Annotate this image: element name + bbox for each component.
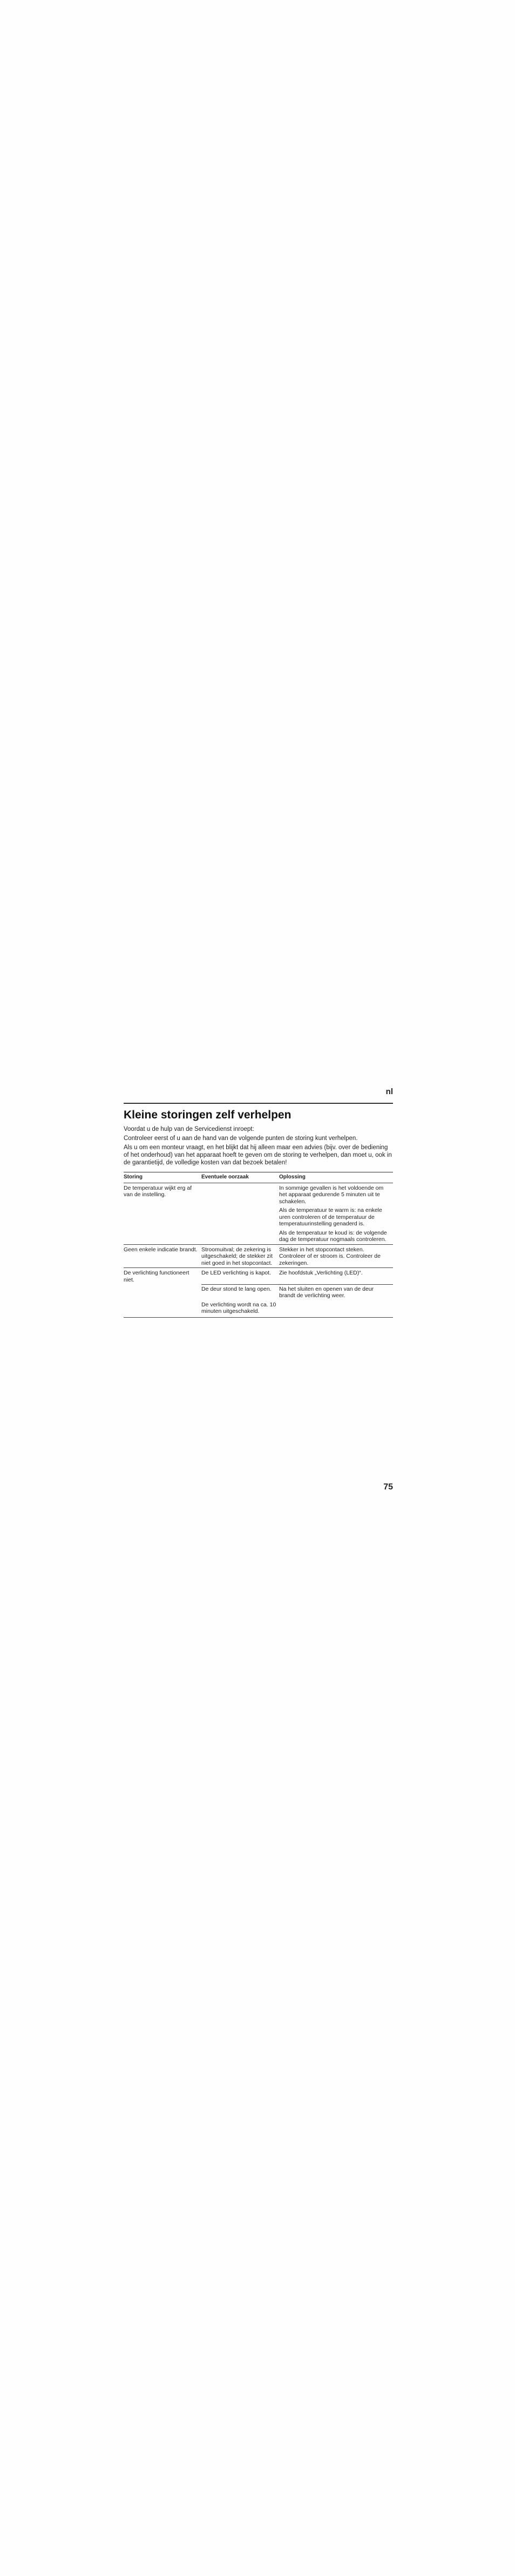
table-row bbox=[124, 1268, 393, 1285]
solution-cell bbox=[279, 1268, 393, 1285]
fault-cell: De verlichting functioneert niet. bbox=[124, 1268, 201, 1285]
cause-cell: De LED verlichting is kapot. bbox=[201, 1268, 279, 1285]
fault-cell: De temperatuur wijkt erg af van de instelling. bbox=[124, 1183, 201, 1244]
solution-cell bbox=[279, 1284, 393, 1300]
solution-cell bbox=[279, 1183, 393, 1244]
solution-text: Stekker in het stopcontact steken. Controleer of er stroom is. Controleer de zekeringen. bbox=[279, 1246, 381, 1266]
table-header-row bbox=[124, 1172, 393, 1183]
table-row bbox=[124, 1284, 393, 1300]
intro-paragraph-2: Controleer eerst of u aan de hand van de volgende punten de storing kunt verhelpen. bbox=[124, 1135, 358, 1142]
solution-cell bbox=[279, 1300, 393, 1318]
table-row bbox=[124, 1183, 393, 1244]
section-title: Kleine storingen zelf verhelpen bbox=[124, 1109, 292, 1121]
cause-cell bbox=[201, 1183, 279, 1244]
cause-cell: Stroomuitval; de zekering is uitgeschakeld; de stekker zit niet goed in het stopcontact. bbox=[201, 1244, 279, 1268]
cause-cell: De deur stond te lang open. bbox=[201, 1284, 279, 1300]
header-rule bbox=[124, 1103, 393, 1104]
table-row bbox=[124, 1244, 393, 1268]
fault-cell bbox=[124, 1284, 201, 1300]
solution-text: Na het sluiten en openen van de deur brandt de verlichting weer. bbox=[279, 1285, 374, 1299]
column-header-solution: Oplossing bbox=[279, 1172, 393, 1183]
troubleshooting-table bbox=[124, 1172, 393, 1318]
solution-text: Zie hoofdstuk „Verlichting (LED)“. bbox=[279, 1270, 363, 1276]
solution-cell bbox=[279, 1244, 393, 1268]
column-header-cause: Eventuele oorzaak bbox=[201, 1172, 279, 1183]
intro-paragraph-1: Voordat u de hulp van de Servicedienst inroept: bbox=[124, 1126, 254, 1132]
cause-cell: De verlichting wordt na ca. 10 minuten uitgeschakeld. bbox=[201, 1300, 279, 1318]
solution-text: In sommige gevallen is het voldoende om het apparaat gedurende 5 minuten uit te schakelen. bbox=[279, 1184, 384, 1205]
troubleshooting-section bbox=[124, 1108, 393, 1318]
page-number: 75 bbox=[383, 1482, 393, 1492]
fault-cell bbox=[124, 1300, 201, 1318]
solution-text: Als de temperatuur te koud is: de volgende dag de temperatuur nogmaals controleren. bbox=[279, 1229, 387, 1243]
fault-cell: Geen enkele indicatie brandt. bbox=[124, 1244, 201, 1268]
solution-text: Als de temperatuur te warm is: na enkele uren controleren of de temperatuur de temperatuurinstelling genaderd is. bbox=[279, 1207, 382, 1227]
language-code: nl bbox=[385, 1087, 393, 1096]
column-header-fault: Storing bbox=[124, 1172, 201, 1183]
intro-paragraph-3: Als u om een monteur vraagt, en het blijkt dat hij alleen maar een advies (bijv. over de bediening of het onderhoud) van het apparaat hoeft te geven om de storing te verhelpen, dan moet u, ook in de garantietijd, de volledige kosten van dat bezoek betalen! bbox=[124, 1144, 392, 1166]
table-row bbox=[124, 1300, 393, 1318]
